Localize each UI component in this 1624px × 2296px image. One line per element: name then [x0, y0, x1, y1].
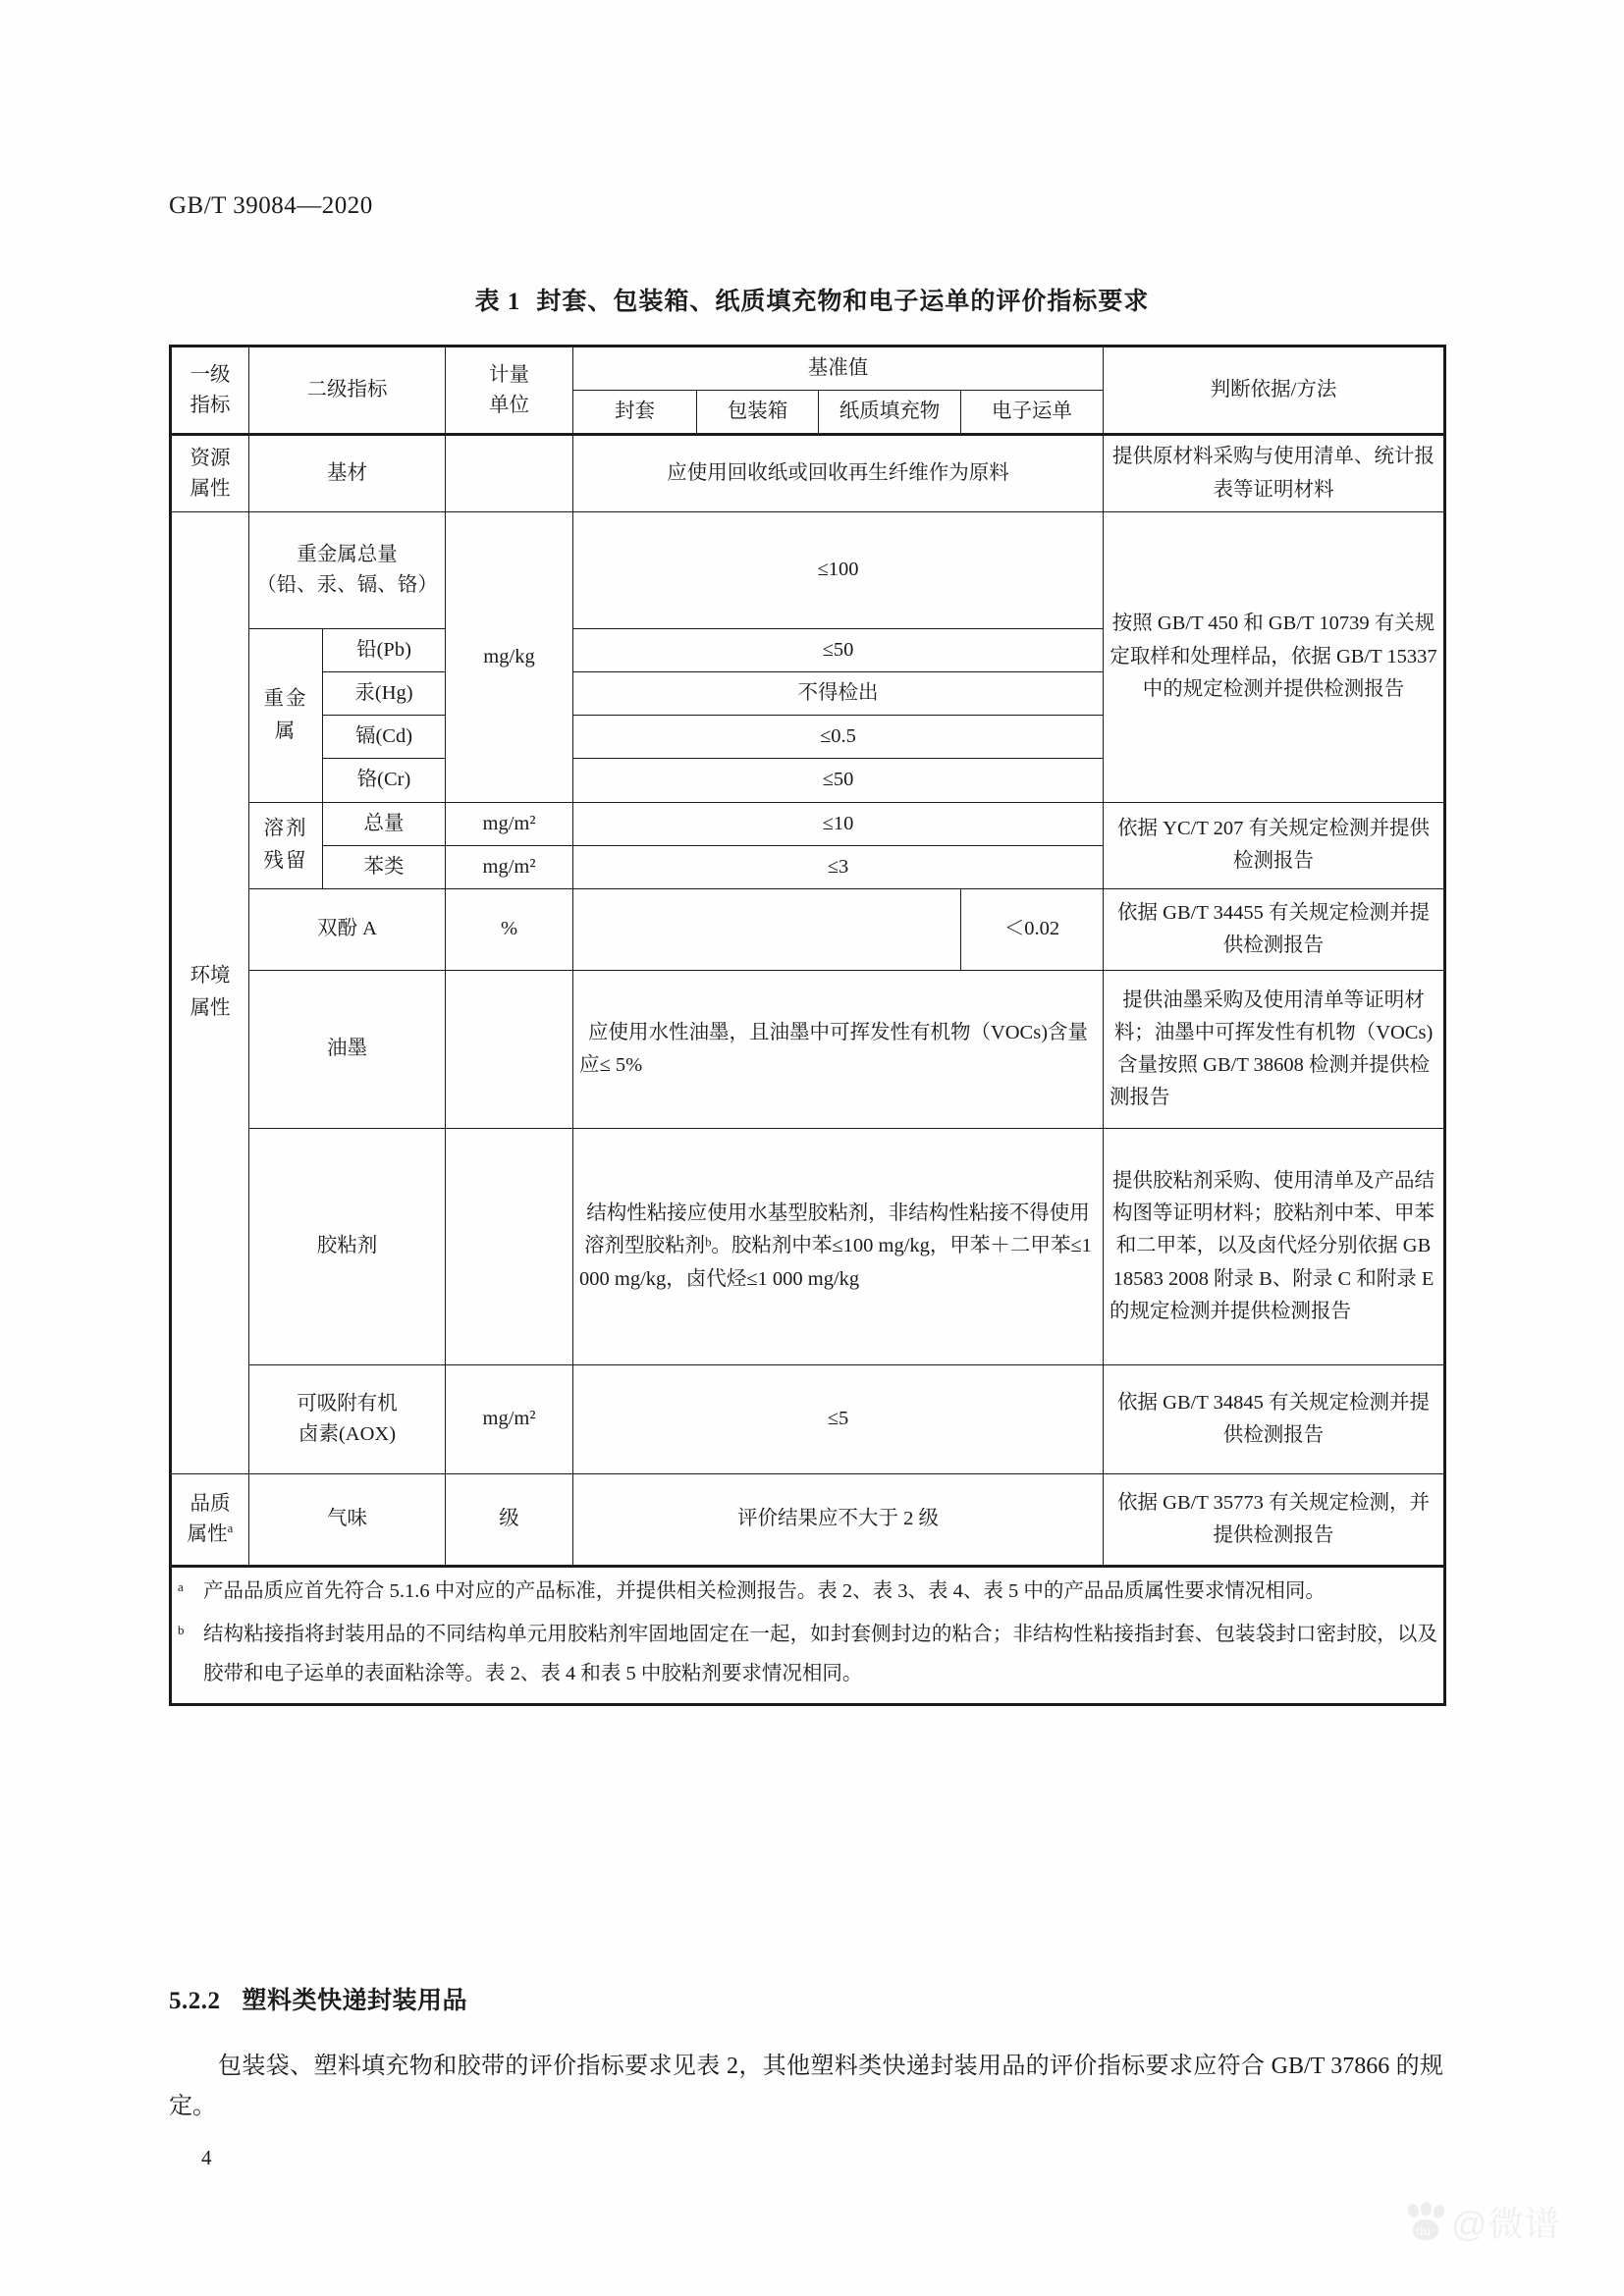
row-solvent-method: 依据 YC/T 207 有关规定检测并提供检测报告 [1104, 802, 1445, 888]
row-bisphenol-level2: 双酚 A [249, 889, 446, 971]
header-baseline-col-2: 纸质填充物 [819, 391, 961, 435]
row-bisphenol-baseline-ewaybill: ＜0.02 [961, 889, 1104, 971]
group-quality-line2 [178, 1520, 243, 1550]
row-mercury-name: 汞(Hg) [323, 672, 446, 716]
footnote-a-text: 产品品质应首先符合 5.1.6 中对应的产品标准，并提供相关检测报告。表 2、表 3、表 4、表 5 中的产品品质属性要求情况相同。 [203, 1580, 1326, 1603]
header-unit-line2: 单位 [489, 394, 529, 416]
row-substrate-baseline: 应使用回收纸或回收再生纤维作为原料 [573, 435, 1104, 511]
row-adhesive-level2: 胶粘剂 [249, 1129, 446, 1365]
row-chromium-name: 铬(Cr) [323, 759, 446, 802]
header-level1-line1: 一级 [189, 363, 231, 386]
row-hm-total-label [249, 511, 446, 628]
row-solvent-benzene-name: 苯类 [323, 845, 446, 888]
row-bisphenol-baseline-empty [573, 889, 961, 971]
row-odor-level2: 气味 [249, 1474, 446, 1567]
row-bisphenol-method: 依据 GB/T 34455 有关规定检测并提供检测报告 [1104, 889, 1445, 971]
evaluation-index-table [169, 345, 1446, 1706]
header-level2: 二级指标 [249, 347, 446, 435]
table-row-solvent-total [171, 802, 1445, 845]
row-adhesive-baseline: 结构性粘接应使用水基型胶粘剂，非结构性粘接不得使用溶剂型胶粘剂ᵇ。胶粘剂中苯≤100 mg/kg，甲苯＋二甲苯≤1 000 mg/kg，卤代烃≤1 000 mg/kg [573, 1129, 1104, 1365]
table-row-ink [171, 971, 1445, 1129]
table-caption-text: 封套、包装箱、纸质填充物和电子运单的评价指标要求 [536, 289, 1150, 315]
row-heavy-metal-unit: mg/kg [446, 511, 573, 802]
row-heavy-metal-method: 按照 GB/T 450 和 GB/T 10739 有关规定取样和处理样品，依据 GB/T 15337 中的规定检测并提供检测报告 [1104, 511, 1445, 802]
row-hm-total-line1: 重金属总量 [297, 544, 398, 566]
table-row-substrate [171, 435, 1445, 511]
row-aox-level2-line2: 卤素(AOX) [298, 1423, 397, 1446]
group-quality-footnote-mark: a [227, 1522, 234, 1536]
group-environment-line1: 环境 [189, 965, 231, 988]
row-hm-total-baseline: ≤100 [573, 511, 1104, 628]
row-aox-unit: mg/m² [446, 1365, 573, 1474]
table-1-container [169, 345, 1443, 1706]
group-resource-attribute [171, 435, 249, 511]
header-baseline-group: 基准值 [573, 347, 1104, 391]
footnote-a [178, 1573, 1437, 1612]
row-ink-baseline: 应使用水性油墨，且油墨中可挥发性有机物（VOCs)含量应≤ 5% [573, 971, 1104, 1129]
row-aox-method: 依据 GB/T 34845 有关规定检测并提供检测报告 [1104, 1365, 1445, 1474]
group-resource-line1: 资源 [189, 447, 231, 469]
clause-paragraph: 包装袋、塑料填充物和胶带的评价指标要求见表 2，其他塑料类快递封装用品的评价指标要求应符合 GB/T 37866 的规定。 [169, 2054, 1443, 2120]
row-aox-level2 [249, 1365, 446, 1474]
header-baseline-col-0: 封套 [573, 391, 697, 435]
row-substrate-method: 提供原材料采购与使用清单、统计报表等证明材料 [1104, 435, 1445, 511]
row-ink-level2: 油墨 [249, 971, 446, 1129]
header-baseline-col-1: 包装箱 [697, 391, 819, 435]
row-solvent-group-label [249, 802, 323, 888]
row-lead-baseline: ≤50 [573, 628, 1104, 671]
group-quality-line1: 品质 [189, 1493, 231, 1516]
footnote-b [178, 1616, 1437, 1694]
header-level1 [171, 347, 249, 435]
baidu-paw-icon [1406, 2202, 1445, 2243]
row-solvent-total-name: 总量 [323, 802, 446, 845]
table-caption-number: 表 1 [474, 289, 521, 315]
standard-number-header: GB/T 39084—2020 [169, 192, 373, 219]
table-footnotes [171, 1567, 1445, 1705]
table-footnotes-row [171, 1567, 1445, 1705]
row-adhesive-method: 提供胶粘剂采购、使用清单及产品结构图等证明材料；胶粘剂中苯、甲苯和二甲苯，以及卤代烃分别依据 GB 18583 2008 附录 B、附录 C 和附录 E 的规定检测并提供检测报告 [1104, 1129, 1445, 1365]
row-bisphenol-unit: % [446, 889, 573, 971]
row-heavy-metal-group-label-text: 重金属 [263, 687, 308, 742]
row-heavy-metal-group-label [249, 628, 323, 802]
row-ink-unit [446, 971, 573, 1129]
table-caption [0, 282, 1624, 317]
table-row-heavy-metal-total [171, 511, 1445, 628]
row-cadmium-baseline: ≤0.5 [573, 716, 1104, 759]
group-resource-line2: 属性 [189, 477, 231, 500]
row-odor-method: 依据 GB/T 35773 有关规定检测，并提供检测报告 [1104, 1474, 1445, 1567]
table-row-aox [171, 1365, 1445, 1474]
table-row-bisphenol-a [171, 889, 1445, 971]
table-header-row-1 [171, 347, 1445, 391]
row-chromium-baseline: ≤50 [573, 759, 1104, 802]
row-solvent-benzene-baseline: ≤3 [573, 845, 1104, 888]
clause-heading [169, 1981, 467, 2016]
row-lead-name: 铅(Pb) [323, 628, 446, 671]
row-odor-baseline: 评价结果应不大于 2 级 [573, 1474, 1104, 1567]
group-quality-attribute [171, 1474, 249, 1567]
page-number: 4 [201, 2146, 212, 2169]
footnote-a-mark: a [178, 1579, 184, 1595]
row-odor-unit: 级 [446, 1474, 573, 1567]
baidu-paw-label: du [1416, 2222, 1432, 2238]
row-solvent-total-unit: mg/m² [446, 802, 573, 845]
row-aox-baseline: ≤5 [573, 1365, 1104, 1474]
watermark [1406, 2197, 1561, 2247]
header-unit-line1: 计量 [489, 363, 529, 386]
watermark-text: @微谱 [1451, 2204, 1561, 2244]
row-solvent-benzene-unit: mg/m² [446, 845, 573, 888]
header-unit [446, 347, 573, 435]
header-level1-line2: 指标 [189, 394, 231, 416]
row-adhesive-unit [446, 1129, 573, 1365]
row-solvent-total-baseline: ≤10 [573, 802, 1104, 845]
row-substrate-unit [446, 435, 573, 511]
group-environment-line2: 属性 [189, 997, 231, 1020]
group-environment-attribute [171, 511, 249, 1473]
footnote-b-mark: b [178, 1623, 185, 1637]
row-aox-level2-line1: 可吸附有机 [297, 1393, 398, 1415]
row-solvent-group-label-text: 溶剂残留 [263, 818, 308, 873]
footnote-b-text: 结构粘接指将封装用品的不同结构单元用胶粘剂牢固地固定在一起，如封套侧封边的粘合；非结构性粘接指封套、包装袋封口密封胶，以及胶带和电子运单的表面粘涂等。表 2、表 4 和表 5 中胶粘剂要求情况相同。 [203, 1624, 1437, 1684]
header-baseline-col-3: 电子运单 [961, 391, 1104, 435]
group-quality-line2-text: 属性 [187, 1523, 228, 1546]
row-cadmium-name: 镉(Cd) [323, 716, 446, 759]
table-row-adhesive [171, 1129, 1445, 1365]
clause-title: 塑料类快递封装用品 [242, 1988, 468, 2014]
header-method: 判断依据/方法 [1104, 347, 1445, 435]
table-row-odor [171, 1474, 1445, 1567]
row-hm-total-line2: （铅、汞、镉、铬） [256, 573, 438, 596]
row-mercury-baseline: 不得检出 [573, 672, 1104, 716]
row-ink-method: 提供油墨采购及使用清单等证明材料；油墨中可挥发性有机物（VOCs)含量按照 GB/T 38608 检测并提供检测报告 [1104, 971, 1445, 1129]
clause-number: 5.2.2 [169, 1988, 221, 2014]
row-substrate-level2: 基材 [249, 435, 446, 511]
